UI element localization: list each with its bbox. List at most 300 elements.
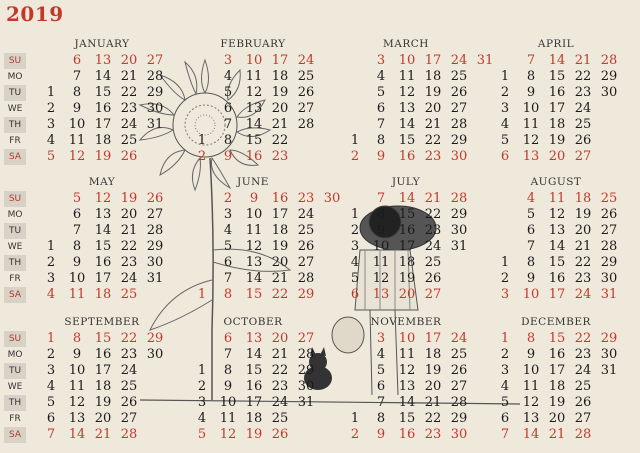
date-cell: 2 — [500, 271, 510, 286]
date-cell: 1 — [500, 69, 510, 84]
date-cell: 1 — [46, 85, 56, 100]
date-cell: 4 — [376, 69, 386, 84]
date-cell: 25 — [600, 191, 618, 206]
date-cell: 30 — [297, 379, 315, 394]
date-cell: 10 — [372, 239, 390, 254]
date-cell: 26 — [574, 133, 592, 148]
date-cell: 9 — [376, 223, 386, 238]
date-cell: 16 — [398, 149, 416, 164]
date-cell: 3 — [376, 331, 386, 346]
date-cell: 28 — [574, 427, 592, 442]
date-cell: 13 — [372, 287, 390, 302]
date-cell: 21 — [548, 427, 566, 442]
date-cell: 21 — [271, 271, 289, 286]
date-cell: 8 — [526, 331, 536, 346]
date-cell: 20 — [271, 255, 289, 270]
date-cell: 26 — [120, 149, 138, 164]
month-name: SEPTEMBER — [64, 316, 140, 328]
date-cell: 24 — [297, 207, 315, 222]
date-cell: 14 — [548, 239, 566, 254]
date-cell: 26 — [574, 395, 592, 410]
date-cell: 1 — [350, 411, 360, 426]
date-cell: 9 — [526, 347, 536, 362]
date-cell: 8 — [526, 255, 536, 270]
date-cell: 6 — [500, 411, 510, 426]
date-cell: 10 — [245, 53, 263, 68]
date-cell: 17 — [245, 395, 263, 410]
date-cell: 1 — [197, 363, 207, 378]
date-cell: 26 — [450, 363, 468, 378]
date-cell: 28 — [297, 271, 315, 286]
date-cell: 6 — [72, 207, 82, 222]
day-label: TU — [4, 223, 26, 239]
date-cell: 1 — [46, 239, 56, 254]
date-cell: 15 — [245, 363, 263, 378]
date-cell: 2 — [197, 379, 207, 394]
date-cell: 30 — [323, 191, 341, 206]
date-cell: 2 — [350, 427, 360, 442]
date-cell: 3 — [500, 101, 510, 116]
date-cell: 6 — [223, 331, 233, 346]
date-cell: 20 — [574, 223, 592, 238]
date-cell: 24 — [271, 395, 289, 410]
date-cell: 31 — [146, 117, 164, 132]
date-cell: 31 — [600, 363, 618, 378]
date-cell: 8 — [72, 331, 82, 346]
date-cell: 9 — [72, 101, 82, 116]
date-cell: 15 — [245, 287, 263, 302]
date-cell: 21 — [574, 239, 592, 254]
date-cell: 29 — [450, 411, 468, 426]
date-cell: 27 — [297, 255, 315, 270]
day-label: MO — [7, 72, 23, 82]
date-cell: 24 — [120, 271, 138, 286]
date-cell: 6 — [376, 379, 386, 394]
date-cell: 18 — [574, 191, 592, 206]
date-cell: 27 — [574, 149, 592, 164]
date-cell: 20 — [548, 411, 566, 426]
date-cell: 29 — [600, 331, 618, 346]
day-label: FR — [9, 136, 21, 146]
date-cell: 6 — [376, 101, 386, 116]
date-cell: 26 — [120, 395, 138, 410]
date-cell: 15 — [94, 85, 112, 100]
date-cell: 30 — [450, 427, 468, 442]
date-cell: 12 — [522, 395, 540, 410]
date-cell: 18 — [94, 379, 112, 394]
date-cell: 27 — [574, 411, 592, 426]
date-cell: 12 — [398, 85, 416, 100]
date-cell: 27 — [297, 331, 315, 346]
month-name: FEBRUARY — [220, 38, 286, 50]
date-cell: 11 — [68, 133, 86, 148]
date-cell: 27 — [450, 379, 468, 394]
date-cell: 7 — [500, 427, 510, 442]
date-cell: 24 — [450, 331, 468, 346]
date-cell: 19 — [94, 395, 112, 410]
date-cell: 29 — [600, 255, 618, 270]
date-cell: 16 — [398, 427, 416, 442]
date-cell: 26 — [146, 191, 164, 206]
date-cell: 8 — [72, 239, 82, 254]
date-cell: 21 — [424, 191, 442, 206]
date-cell: 16 — [548, 347, 566, 362]
date-cell: 25 — [120, 287, 138, 302]
date-cell: 9 — [223, 149, 233, 164]
date-cell: 30 — [450, 149, 468, 164]
month-name: JULY — [391, 176, 421, 188]
date-cell: 5 — [376, 363, 386, 378]
date-cell: 17 — [424, 331, 442, 346]
date-cell: 16 — [94, 347, 112, 362]
date-cell: 18 — [398, 255, 416, 270]
date-cell: 6 — [46, 411, 56, 426]
date-cell: 14 — [245, 271, 263, 286]
date-cell: 13 — [245, 101, 263, 116]
date-cell: 12 — [548, 207, 566, 222]
date-cell: 20 — [271, 331, 289, 346]
date-cell: 24 — [574, 287, 592, 302]
date-cell: 24 — [574, 101, 592, 116]
date-cell: 9 — [376, 427, 386, 442]
date-cell: 16 — [271, 191, 289, 206]
date-cell: 19 — [574, 207, 592, 222]
date-cell: 15 — [398, 207, 416, 222]
date-cell: 25 — [574, 117, 592, 132]
date-cell: 31 — [600, 287, 618, 302]
date-cell: 8 — [223, 287, 233, 302]
date-cell: 10 — [398, 331, 416, 346]
date-cell: 28 — [146, 223, 164, 238]
date-cell: 14 — [398, 117, 416, 132]
date-cell: 8 — [376, 133, 386, 148]
date-cell: 15 — [398, 411, 416, 426]
date-cell: 3 — [500, 363, 510, 378]
date-cell: 27 — [297, 101, 315, 116]
date-cell: 29 — [297, 287, 315, 302]
date-cell: 19 — [548, 395, 566, 410]
year-title: 2019 — [6, 2, 64, 26]
date-cell: 15 — [548, 255, 566, 270]
date-cell: 18 — [424, 347, 442, 362]
date-cell: 5 — [46, 149, 56, 164]
date-cell: 22 — [271, 133, 289, 148]
date-cell: 21 — [120, 223, 138, 238]
date-cell: 3 — [350, 239, 360, 254]
day-label: WE — [7, 382, 23, 392]
date-cell: 4 — [376, 347, 386, 362]
date-cell: 1 — [350, 207, 360, 222]
date-cell: 7 — [376, 117, 386, 132]
date-cell: 18 — [94, 133, 112, 148]
date-cell: 29 — [146, 85, 164, 100]
date-cell: 16 — [398, 223, 416, 238]
date-cell: 5 — [500, 133, 510, 148]
date-cell: 15 — [548, 331, 566, 346]
date-cell: 13 — [398, 101, 416, 116]
date-cell: 17 — [548, 101, 566, 116]
date-cell: 19 — [245, 427, 263, 442]
date-cell: 13 — [522, 149, 540, 164]
date-cell: 26 — [600, 207, 618, 222]
date-cell: 4 — [197, 411, 207, 426]
date-cell: 25 — [120, 133, 138, 148]
month-name: AUGUST — [530, 176, 582, 188]
date-cell: 17 — [94, 271, 112, 286]
date-cell: 12 — [398, 363, 416, 378]
date-cell: 8 — [376, 411, 386, 426]
date-cell: 25 — [424, 255, 442, 270]
date-cell: 25 — [297, 223, 315, 238]
date-cell: 27 — [146, 53, 164, 68]
date-cell: 13 — [94, 207, 112, 222]
date-cell: 23 — [271, 149, 289, 164]
date-cell: 17 — [271, 53, 289, 68]
day-label: TU — [4, 85, 26, 101]
date-cell: 14 — [398, 395, 416, 410]
date-cell: 15 — [398, 133, 416, 148]
month-name: DECEMBER — [521, 316, 591, 328]
day-label: SU — [4, 53, 26, 69]
date-cell: 11 — [219, 411, 237, 426]
date-cell: 7 — [72, 69, 82, 84]
date-cell: 23 — [574, 271, 592, 286]
date-cell: 10 — [68, 117, 86, 132]
date-cell: 3 — [376, 53, 386, 68]
date-cell: 22 — [271, 287, 289, 302]
date-cell: 16 — [245, 149, 263, 164]
date-cell: 16 — [548, 85, 566, 100]
date-cell: 19 — [424, 85, 442, 100]
date-cell: 21 — [424, 395, 442, 410]
date-cell: 12 — [68, 395, 86, 410]
date-cell: 19 — [424, 363, 442, 378]
date-cell: 6 — [526, 223, 536, 238]
date-cell: 2 — [46, 347, 56, 362]
date-cell: 25 — [120, 379, 138, 394]
date-cell: 4 — [223, 223, 233, 238]
date-cell: 19 — [94, 149, 112, 164]
date-cell: 6 — [223, 101, 233, 116]
date-cell: 15 — [94, 239, 112, 254]
date-cell: 8 — [223, 363, 233, 378]
date-cell: 5 — [500, 395, 510, 410]
date-cell: 9 — [72, 255, 82, 270]
date-cell: 3 — [500, 287, 510, 302]
date-cell: 7 — [526, 239, 536, 254]
date-cell: 14 — [245, 117, 263, 132]
date-cell: 6 — [72, 53, 82, 68]
date-cell: 20 — [94, 411, 112, 426]
date-cell: 19 — [398, 271, 416, 286]
day-labels — [4, 191, 26, 303]
date-cell: 18 — [424, 69, 442, 84]
date-cell: 18 — [548, 379, 566, 394]
date-cell: 12 — [94, 191, 112, 206]
date-cell: 1 — [500, 255, 510, 270]
date-cell: 19 — [548, 133, 566, 148]
date-cell: 4 — [500, 117, 510, 132]
date-cell: 12 — [522, 133, 540, 148]
date-cell: 13 — [68, 411, 86, 426]
date-cell: 23 — [574, 85, 592, 100]
date-cell: 21 — [271, 347, 289, 362]
date-cell: 23 — [120, 347, 138, 362]
date-cell: 12 — [372, 271, 390, 286]
month-name: APRIL — [537, 38, 575, 50]
date-cell: 1 — [197, 287, 207, 302]
date-cell: 28 — [120, 427, 138, 442]
date-cell: 12 — [219, 427, 237, 442]
date-cell: 11 — [245, 69, 263, 84]
date-cell: 3 — [46, 271, 56, 286]
date-cell: 24 — [450, 53, 468, 68]
date-cell: 17 — [271, 207, 289, 222]
date-cell: 20 — [398, 287, 416, 302]
date-cell: 26 — [297, 239, 315, 254]
date-cell: 20 — [271, 101, 289, 116]
date-cell: 24 — [120, 117, 138, 132]
date-cell: 29 — [146, 331, 164, 346]
date-cell: 20 — [120, 207, 138, 222]
date-cell: 23 — [120, 255, 138, 270]
date-cell: 15 — [245, 133, 263, 148]
date-cell: 13 — [522, 411, 540, 426]
date-cell: 22 — [120, 331, 138, 346]
date-cell: 22 — [120, 239, 138, 254]
date-cell: 18 — [271, 223, 289, 238]
date-cell: 14 — [94, 69, 112, 84]
date-cell: 25 — [450, 69, 468, 84]
date-cell: 5 — [223, 239, 233, 254]
day-label: WE — [7, 104, 23, 114]
date-cell: 29 — [297, 363, 315, 378]
date-cell: 27 — [146, 207, 164, 222]
date-cell: 17 — [398, 239, 416, 254]
date-cell: 30 — [146, 101, 164, 116]
date-cell: 8 — [72, 85, 82, 100]
date-cell: 8 — [223, 133, 233, 148]
date-cell: 11 — [245, 223, 263, 238]
day-label: WE — [7, 242, 23, 252]
month-name: NOVEMBER — [370, 316, 442, 328]
date-cell: 17 — [548, 363, 566, 378]
date-cell: 26 — [297, 85, 315, 100]
date-cell: 28 — [450, 191, 468, 206]
date-cell: 14 — [245, 347, 263, 362]
date-cell: 30 — [146, 255, 164, 270]
date-cell: 7 — [46, 427, 56, 442]
date-cell: 10 — [522, 363, 540, 378]
date-cell: 31 — [476, 53, 494, 68]
date-cell: 3 — [223, 207, 233, 222]
date-cell: 23 — [424, 427, 442, 442]
date-cell: 5 — [376, 85, 386, 100]
date-cell: 5 — [526, 207, 536, 222]
day-label: SA — [4, 427, 26, 443]
day-label: TH — [4, 395, 26, 411]
date-cell: 19 — [271, 239, 289, 254]
day-labels — [4, 53, 26, 165]
date-cell: 27 — [450, 101, 468, 116]
month-name: OCTOBER — [223, 316, 283, 328]
date-cell: 25 — [297, 69, 315, 84]
date-cell: 19 — [271, 85, 289, 100]
day-label: TH — [4, 117, 26, 133]
date-cell: 23 — [297, 191, 315, 206]
date-cell: 9 — [526, 271, 536, 286]
date-cell: 13 — [245, 331, 263, 346]
date-cell: 13 — [94, 53, 112, 68]
date-cell: 21 — [120, 69, 138, 84]
day-labels — [4, 331, 26, 443]
date-cell: 29 — [146, 239, 164, 254]
date-cell: 9 — [223, 379, 233, 394]
date-cell: 5 — [350, 271, 360, 286]
date-cell: 23 — [424, 149, 442, 164]
date-cell: 7 — [223, 347, 233, 362]
date-cell: 16 — [94, 255, 112, 270]
date-cell: 2 — [46, 255, 56, 270]
date-cell: 4 — [500, 379, 510, 394]
date-cell: 22 — [271, 363, 289, 378]
date-cell: 16 — [245, 379, 263, 394]
date-cell: 20 — [424, 101, 442, 116]
date-cell: 28 — [297, 117, 315, 132]
date-cell: 17 — [548, 287, 566, 302]
date-cell: 22 — [424, 207, 442, 222]
date-cell: 12 — [245, 239, 263, 254]
date-cell: 6 — [500, 149, 510, 164]
date-cell: 2 — [197, 149, 207, 164]
date-cell: 18 — [245, 411, 263, 426]
date-cell: 14 — [68, 427, 86, 442]
day-label: FR — [9, 274, 21, 284]
date-cell: 11 — [68, 287, 86, 302]
date-cell: 3 — [223, 53, 233, 68]
date-cell: 23 — [574, 347, 592, 362]
date-cell: 1 — [46, 331, 56, 346]
date-cell: 22 — [424, 411, 442, 426]
date-cell: 8 — [526, 69, 536, 84]
date-cell: 9 — [526, 85, 536, 100]
date-cell: 25 — [450, 347, 468, 362]
date-cell: 21 — [424, 117, 442, 132]
date-cell: 15 — [548, 69, 566, 84]
date-cell: 5 — [46, 395, 56, 410]
date-cell: 24 — [574, 363, 592, 378]
date-cell: 2 — [223, 191, 233, 206]
date-cell: 17 — [94, 363, 112, 378]
date-cell: 10 — [398, 53, 416, 68]
date-cell: 22 — [574, 255, 592, 270]
date-cell: 1 — [500, 331, 510, 346]
date-cell: 11 — [372, 255, 390, 270]
day-label: SA — [4, 287, 26, 303]
date-cell: 12 — [245, 85, 263, 100]
date-cell: 7 — [526, 53, 536, 68]
date-cell: 13 — [245, 255, 263, 270]
date-cell: 22 — [120, 85, 138, 100]
date-cell: 31 — [297, 395, 315, 410]
day-label: SA — [4, 149, 26, 165]
month-name: JUNE — [237, 176, 269, 188]
date-cell: 17 — [94, 117, 112, 132]
date-cell: 11 — [548, 191, 566, 206]
date-cell: 18 — [271, 69, 289, 84]
date-cell: 16 — [548, 271, 566, 286]
date-cell: 5 — [197, 427, 207, 442]
